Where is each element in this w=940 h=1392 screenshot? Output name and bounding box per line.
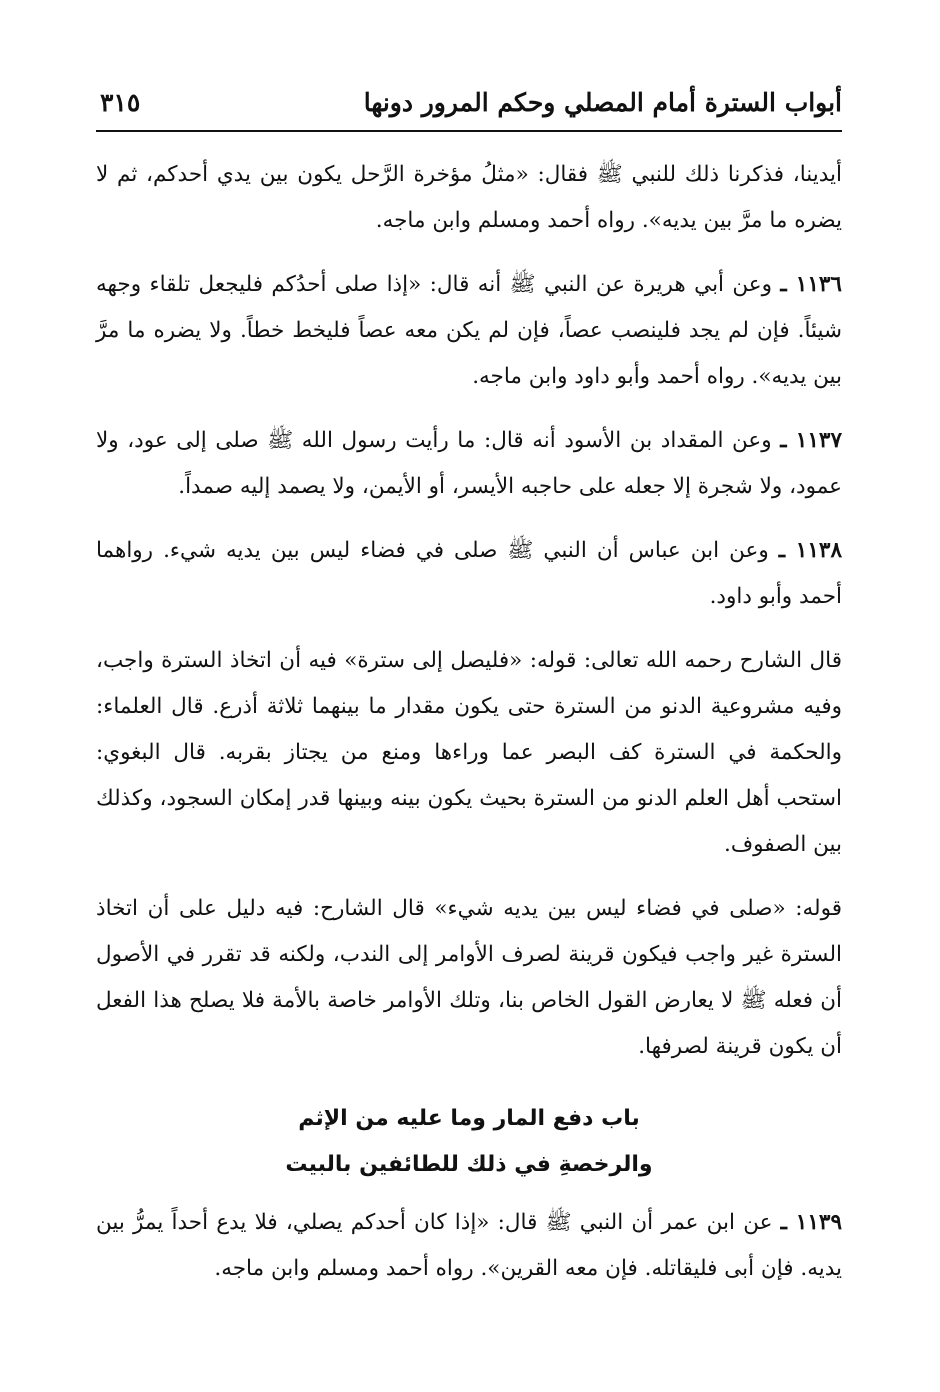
hadith-number: ١١٣٧ ـ <box>780 428 842 453</box>
paragraph-continuation <box>96 152 842 244</box>
section-heading <box>96 1096 842 1188</box>
section-heading-line: باب دفع المار وما عليه من الإثم <box>298 1106 640 1131</box>
page-number: ٣١٥ <box>100 88 141 117</box>
commentary-text: قال الشارح رحمه الله تعالى: قوله: «فليصل إلى سترة» فيه أن اتخاذ السترة واجب، وفيه مشروعية الدنو من السترة حتى يكون مقدار ما بينهما ثلاثة أذرع. قال العلماء: والحكمة في السترة كف البصر عما وراءها ومنع من يجتاز بقربه. قال البغوي: استحب أهل العلم الدنو من السترة بحيث يكون بينه وبينها قدر إمكان السجود، وكذلك بين الصفوف. <box>96 648 842 857</box>
hadith-1137 <box>96 418 842 510</box>
hadith-1139 <box>96 1200 842 1292</box>
hadith-text: وعن المقداد بن الأسود أنه قال: ما رأيت رسول الله ﷺ صلى إلى عود، ولا عمود، ولا شجرة إلا جعله على حاجبه الأيسر، أو الأيمن، ولا يصمد إليه صمداً. <box>96 428 842 499</box>
chapter-title: أبواب السترة أمام المصلي وحكم المرور دونها <box>363 88 842 117</box>
hadith-number: ١١٣٦ ـ <box>780 272 842 297</box>
hadith-text: وعن ابن عباس أن النبي ﷺ صلى في فضاء ليس بين يديه شيء. رواهما أحمد وأبو داود. <box>96 538 842 609</box>
hadith-text: عن ابن عمر أن النبي ﷺ قال: «إذا كان أحدكم يصلي، فلا يدع أحداً يمرُّ بين يديه. فإن أبى فليقاتله. فإن معه القرين». رواه أحمد ومسلم وابن ماجه. <box>96 1210 842 1281</box>
page-body <box>96 152 842 1310</box>
running-header <box>96 82 842 128</box>
section-heading-line: والرخصةِ في ذلك للطائفين بالبيت <box>285 1152 653 1177</box>
paragraph-text: أيدينا، فذكرنا ذلك للنبي ﷺ فقال: «مثلُ مؤخرة الرَّحل يكون بين يدي أحدكم، ثم لا يضره ما مرَّ بين يديه». رواه أحمد ومسلم وابن ماجه. <box>96 162 842 233</box>
header-divider <box>96 130 842 132</box>
hadith-1138 <box>96 528 842 620</box>
hadith-1136 <box>96 262 842 400</box>
commentary-paragraph <box>96 886 842 1070</box>
hadith-number: ١١٣٨ ـ <box>778 538 842 563</box>
commentary-paragraph <box>96 638 842 868</box>
hadith-number: ١١٣٩ ـ <box>780 1210 842 1235</box>
hadith-text: وعن أبي هريرة عن النبي ﷺ أنه قال: «إذا صلى أحدُكم فليجعل تلقاء وجهه شيئاً. فإن لم يجد فلينصب عصاً، فإن لم يكن معه عصاً فليخط خطاً. ولا يضره ما مرَّ بين يديه». رواه أحمد وأبو داود وابن ماجه. <box>96 272 842 389</box>
commentary-text: قوله: «صلى في فضاء ليس بين يديه شيء» قال الشارح: فيه دليل على أن اتخاذ السترة غير واجب فيكون قرينة لصرف الأوامر إلى الندب، ولكنه قد تقرر في الأصول أن فعله ﷺ لا يعارض القول الخاص بنا، وتلك الأوامر خاصة بالأمة فلا يصلح هذا الفعل أن يكون قرينة لصرفها. <box>96 896 842 1059</box>
book-page <box>96 82 842 1281</box>
